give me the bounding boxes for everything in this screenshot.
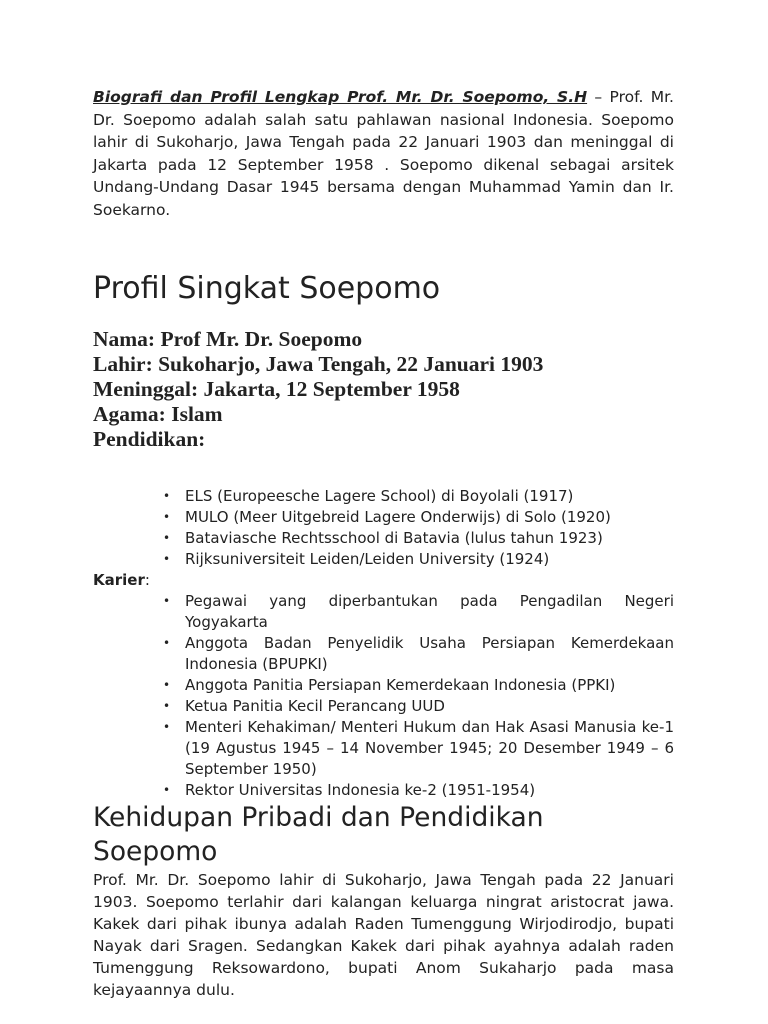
profile-facts [93,327,674,452]
career-label: Karier [93,571,145,589]
list-item: • MULO (Meer Uitgebreid Lagere Onderwijs) di Solo (1920) [185,507,674,528]
article-title-link[interactable]: Biografi dan Profil Lengkap Prof. Mr. Dr. Soepomo, S.H [93,88,588,106]
list-item: • Ketua Panitia Kecil Perancang UUD [185,696,674,717]
profile-heading: Profil Singkat Soepomo [93,271,441,306]
career-list [93,591,674,801]
career-colon: : [144,571,150,589]
fact-meninggal: Meninggal: Jakarta, 12 September 1958 [93,377,460,401]
fact-agama: Agama: Islam [93,402,223,426]
article-content [93,86,674,1001]
list-item: • Rijksuniversiteit Leiden/Leiden University (1924) [185,549,674,570]
career-label-line [93,570,674,591]
life-heading: Kehidupan Pribadi dan Pendidikan Soepomo [93,802,544,867]
list-item: • Anggota Panitia Persiapan Kemerdekaan Indonesia (PPKI) [185,675,674,696]
list-item: • Anggota Badan Penyelidik Usaha Persiapan Kemerdekaan Indonesia (BPUPKI) [185,633,674,675]
list-item: • Pegawai yang diperbantukan pada Pengadilan Negeri Yogyakarta [185,591,674,633]
list-item: • Rektor Universitas Indonesia ke-2 (1951-1954) [185,780,674,801]
education-list [93,486,674,570]
life-paragraph: Prof. Mr. Dr. Soepomo lahir di Sukoharjo, Jawa Tengah pada 22 Januari 1903. Soepomo terlahir dari kalangan keluarga ningrat aristocrat jawa. Kakek dari pihak ibunya adalah Raden Tumenggung Wirjodirodjo, bupati Nayak dari Sragen. Sedangkan Kakek dari pihak ayahnya adalah raden Tumenggung Reksowardono, bupati Anom Sukaharjo pada masa kejayaannya dulu. [93,871,674,999]
intro-text: – Prof. Mr. Dr. Soepomo adalah salah satu pahlawan nasional Indonesia. Soepomo lahir di Sukoharjo, Jawa Tengah pada 22 Januari 1903 dan meninggal di Jakarta pada 12 September 1958 . Soepomo dikenal sebagai arsitek Undang-Undang Dasar 1945 bersama dengan Muhammad Yamin dan Ir. Soekarno. [93,88,674,219]
list-item: • ELS (Europeesche Lagere School) di Boyolali (1917) [185,486,674,507]
list-item: • Menteri Kehakiman/ Menteri Hukum dan Hak Asasi Manusia ke-1 (19 Agustus 1945 – 14 November 1945; 20 Desember 1949 – 6 September 1950) [185,717,674,780]
fact-lahir: Lahir: Sukoharjo, Jawa Tengah, 22 Januari 1903 [93,352,544,376]
intro-paragraph [93,86,674,221]
fact-nama: Nama: Prof Mr. Dr. Soepomo [93,327,363,351]
fact-pendidikan-label: Pendidikan: [93,427,206,451]
list-item: • Bataviasche Rechtsschool di Batavia (lulus tahun 1923) [185,528,674,549]
